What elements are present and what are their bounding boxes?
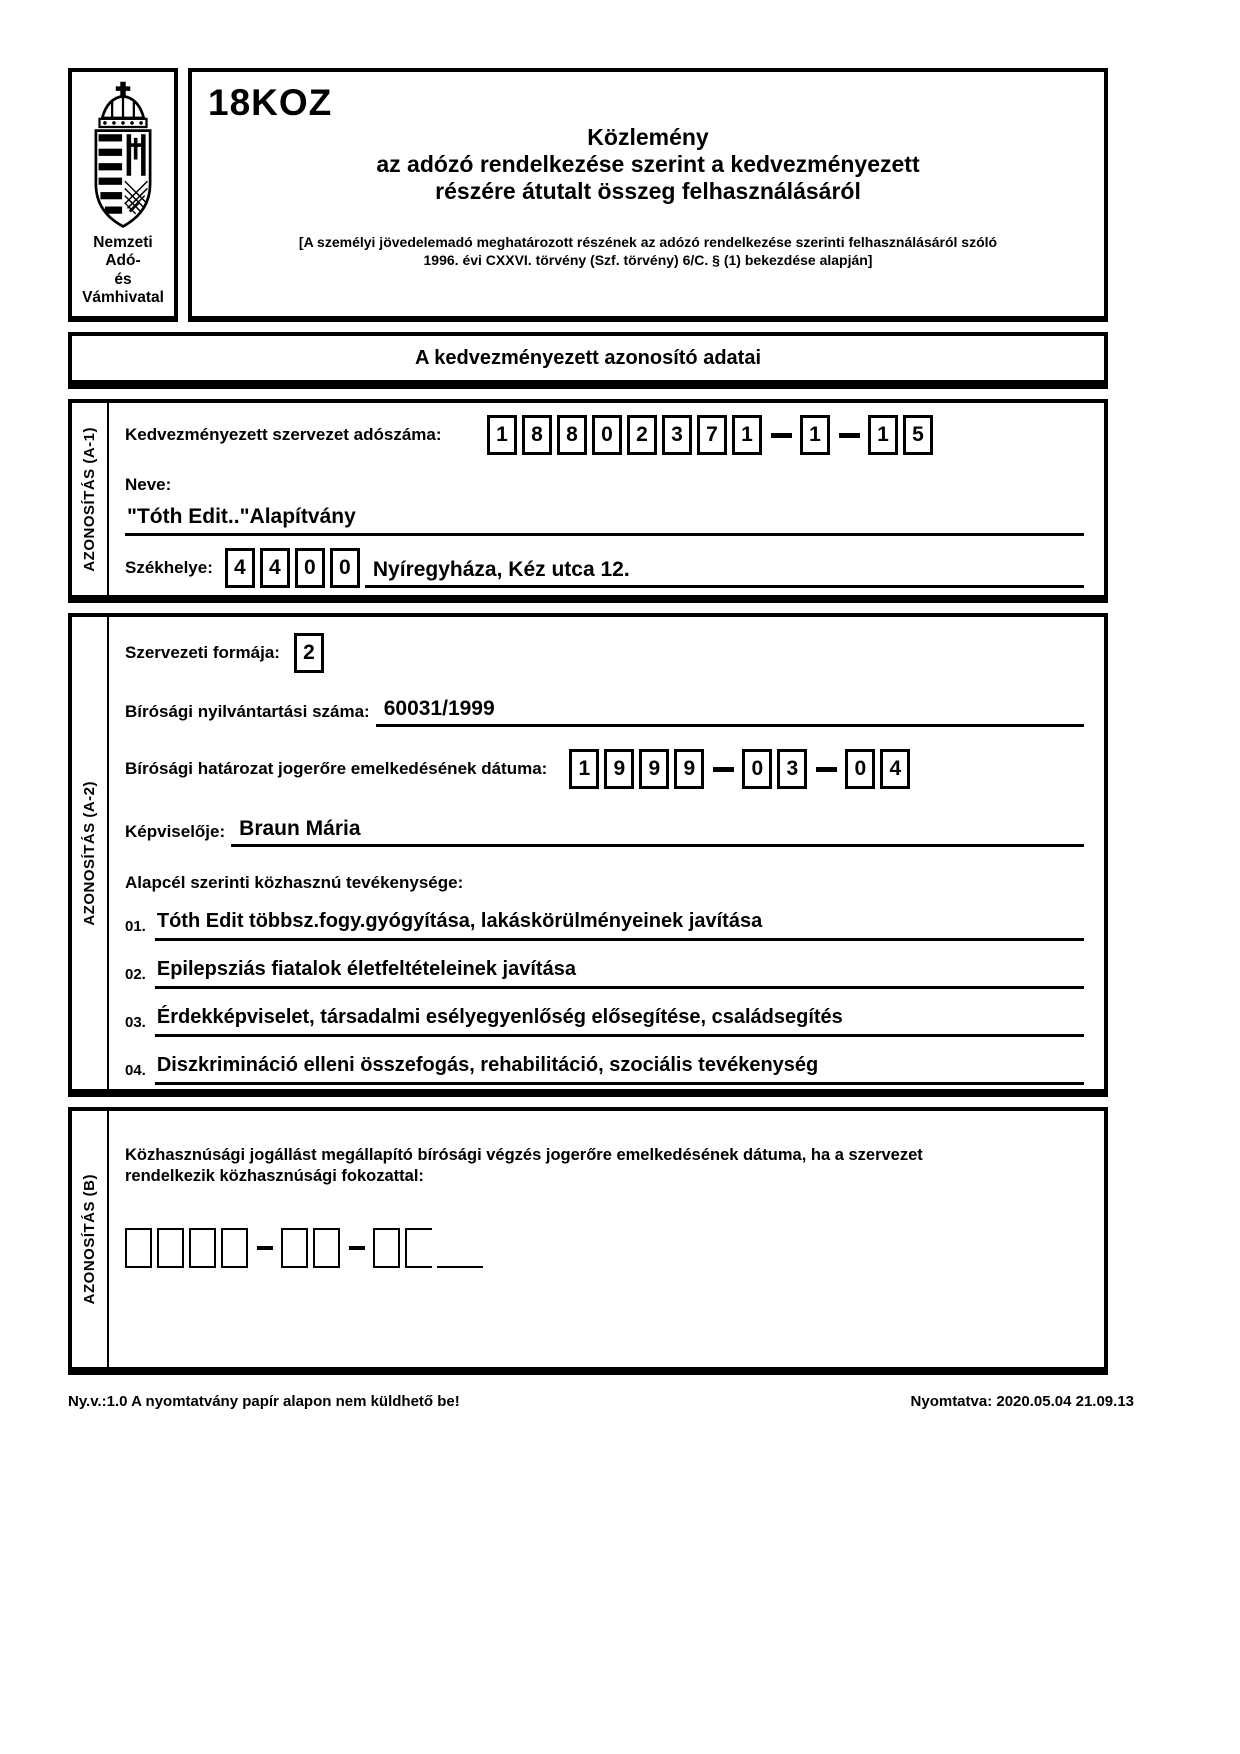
character-box xyxy=(373,1228,400,1268)
tax-number-main-boxes xyxy=(487,415,767,455)
representative-value: Braun Mária xyxy=(239,817,361,840)
agency-logo-box xyxy=(68,68,178,322)
section-b xyxy=(68,1107,1108,1375)
court-date-row xyxy=(125,749,1084,789)
section-title-bar xyxy=(68,332,1108,389)
character-box: 7 xyxy=(697,415,727,455)
character-box: 4 xyxy=(880,749,910,789)
page-footer xyxy=(68,1393,1134,1410)
character-box: 0 xyxy=(742,749,772,789)
dash-separator xyxy=(839,433,860,438)
character-box: 4 xyxy=(225,548,255,588)
org-form-box xyxy=(294,633,329,673)
coat-of-arms-icon xyxy=(77,80,169,234)
tax-number-county-boxes xyxy=(868,415,938,455)
header xyxy=(68,68,1108,322)
activities-label: Alapcél szerinti közhasznú tevékenysége: xyxy=(125,873,464,892)
character-box: 2 xyxy=(294,633,324,673)
character-box: 1 xyxy=(868,415,898,455)
court-date-boxes xyxy=(569,749,915,789)
section-a1-strip xyxy=(72,403,109,595)
character-box xyxy=(157,1228,184,1268)
representative-row xyxy=(125,817,1084,847)
character-box: 9 xyxy=(674,749,704,789)
court-reg-row xyxy=(125,697,1084,727)
tax-number-row xyxy=(125,415,1084,455)
name-label: Neve: xyxy=(125,475,172,494)
activity-number: 04. xyxy=(125,1062,146,1079)
empty-month-boxes xyxy=(281,1228,345,1268)
character-box: 5 xyxy=(903,415,933,455)
activity-number: 02. xyxy=(125,966,146,983)
dash-separator xyxy=(257,1246,273,1250)
character-box: 8 xyxy=(557,415,587,455)
activity-text: Diszkrimináció elleni összefogás, rehabilitáció, szociális tevékenység xyxy=(155,1054,1084,1085)
character-box xyxy=(313,1228,340,1268)
court-date-year-boxes xyxy=(569,749,709,789)
character-box xyxy=(281,1228,308,1268)
section-title: A kedvezményezett azonosító adatai xyxy=(414,346,762,369)
seat-label: Székhelye: xyxy=(125,558,213,577)
character-box xyxy=(405,1228,432,1268)
character-box: 3 xyxy=(662,415,692,455)
seat-address-field xyxy=(365,558,1084,588)
section-b-strip-label: AZONOSÍTÁS (B) xyxy=(81,1173,98,1305)
character-box: 3 xyxy=(777,749,807,789)
court-date-label: Bírósági határozat jogerőre emelkedésének dátuma: xyxy=(125,759,548,778)
activity-row xyxy=(125,910,1084,941)
character-box: 1 xyxy=(800,415,830,455)
character-box xyxy=(125,1228,152,1268)
section-b-strip xyxy=(72,1111,109,1367)
character-box xyxy=(189,1228,216,1268)
court-date-month-boxes xyxy=(742,749,812,789)
seat-zip-boxes xyxy=(225,548,365,588)
court-reg-label: Bírósági nyilvántartási száma: xyxy=(125,702,370,721)
activity-row xyxy=(125,958,1084,989)
dash-separator xyxy=(349,1246,365,1250)
name-value: "Tóth Edit.."Alapítvány xyxy=(127,505,356,528)
court-date-day-boxes xyxy=(845,749,915,789)
character-box: 2 xyxy=(627,415,657,455)
printed-timestamp: Nyomtatva: 2020.05.04 21.09.13 xyxy=(910,1393,1134,1410)
character-box: 1 xyxy=(569,749,599,789)
version-note: Ny.v.:1.0 A nyomtatvány papír alapon nem küldhető be! xyxy=(68,1393,460,1410)
seat-row xyxy=(125,548,1084,588)
dash-separator xyxy=(713,767,734,772)
section-a1 xyxy=(68,399,1108,603)
section-a2-strip-label: AZONOSÍTÁS (A-2) xyxy=(81,780,98,926)
character-box: 0 xyxy=(592,415,622,455)
court-reg-value: 60031/1999 xyxy=(383,697,495,720)
court-reg-field xyxy=(376,697,1084,727)
tax-number-boxes xyxy=(487,415,938,455)
character-box: 0 xyxy=(295,548,325,588)
section-a2 xyxy=(68,613,1108,1097)
character-box: 0 xyxy=(845,749,875,789)
section-a2-strip xyxy=(72,617,109,1089)
activity-number: 03. xyxy=(125,1014,146,1031)
character-box: 1 xyxy=(487,415,517,455)
org-form-label: Szervezeti formája: xyxy=(125,643,280,662)
representative-field xyxy=(231,817,1084,847)
tax-number-vat-box xyxy=(800,415,835,455)
public-benefit-note: Közhasznúsági jogállást megállapító bírósági végzés jogerőre emelkedésének dátuma, ha a szervezet rendelkezik közhasznúsági fokozattal: xyxy=(125,1146,923,1186)
header-main-box xyxy=(188,68,1108,322)
dash-separator xyxy=(816,767,837,772)
dash-separator xyxy=(771,433,792,438)
activity-row xyxy=(125,1006,1084,1037)
character-box: 8 xyxy=(522,415,552,455)
empty-year-boxes xyxy=(125,1228,253,1268)
activity-number: 01. xyxy=(125,918,146,935)
character-box: 9 xyxy=(639,749,669,789)
activity-text: Epilepsziás fiatalok életfeltételeinek javítása xyxy=(155,958,1084,989)
legal-note: [A személyi jövedelemadó meghatározott részének az adózó rendelkezése szerinti felhasználásáról szóló 1996. évi CXXVI. törvény (Szf. törvény) 6/C. § (1) bekezdése alapján] xyxy=(298,233,998,268)
name-field xyxy=(125,505,1084,536)
character-box xyxy=(221,1228,248,1268)
character-box: 0 xyxy=(330,548,360,588)
agency-name: Nemzeti Adó- és Vámhivatal xyxy=(82,233,164,307)
character-box: 4 xyxy=(260,548,290,588)
tax-number-label: Kedvezményezett szervezet adószáma: xyxy=(125,425,442,444)
character-box: 1 xyxy=(732,415,762,455)
public-benefit-date-boxes xyxy=(125,1228,1084,1268)
form-title: Közlemény az adózó rendelkezése szerint a kedvezményezett részére átutalt összeg felhasználásáról xyxy=(376,124,920,204)
character-box: 9 xyxy=(604,749,634,789)
section-a1-strip-label: AZONOSÍTÁS (A-1) xyxy=(81,426,98,572)
seat-address-value: Nyíregyháza, Kéz utca 12. xyxy=(372,558,630,581)
activity-row xyxy=(125,1054,1084,1085)
representative-label: Képviselője: xyxy=(125,822,226,841)
form-id: 18KOZ xyxy=(208,82,333,123)
empty-day-boxes xyxy=(373,1228,483,1268)
org-form-row xyxy=(125,633,1084,673)
activity-text: Tóth Edit többsz.fogy.gyógyítása, lakáskörülményeinek javítása xyxy=(155,910,1084,941)
activity-text: Érdekképviselet, társadalmi esélyegyenlőség elősegítése, családsegítés xyxy=(155,1006,1084,1037)
